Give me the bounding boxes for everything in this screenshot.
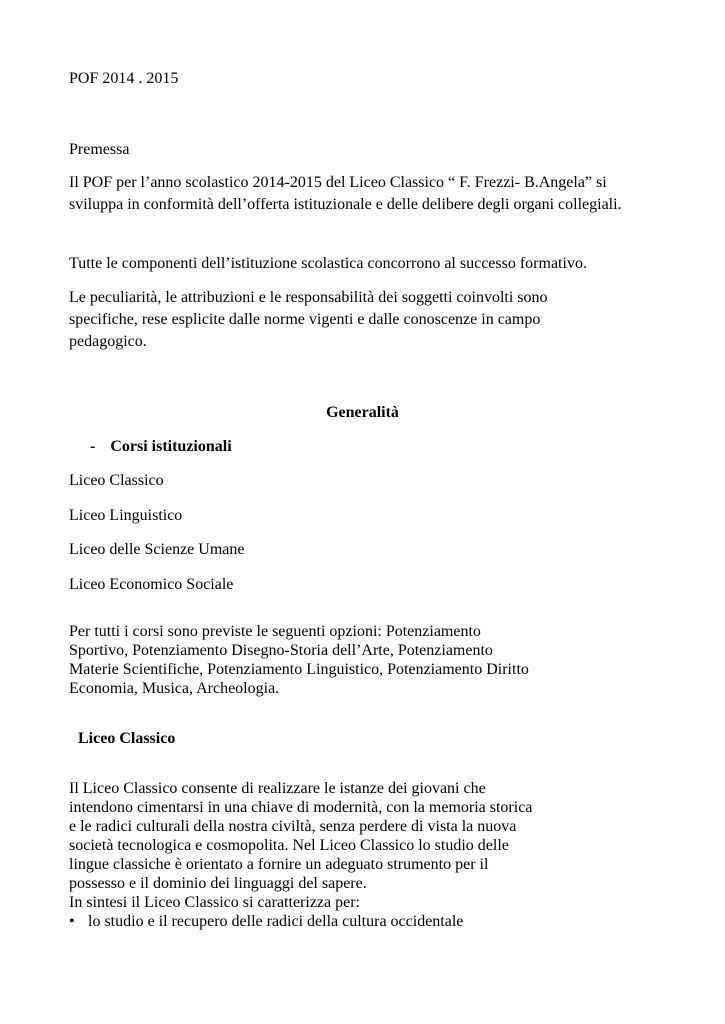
liceo-classico-line: intendono cimentarsi in una chiave di modernità, con la memoria storica [69, 799, 533, 816]
generalita-heading: Generalità [326, 404, 399, 421]
premessa-paragraph-3: Le peculiarità, le attribuzioni e le responsabilità dei soggetti coinvolti sono specifiche, rese esplicite dalle norme vigenti e dalle conoscenze in campo pedagogico. [69, 289, 548, 350]
premessa-heading: Premessa [69, 141, 130, 158]
document-title: POF 2014 . 2015 [69, 70, 179, 87]
course-liceo-economico-sociale: Liceo Economico Sociale [69, 576, 234, 593]
dash-marker: - [90, 438, 96, 455]
options-line: Sportivo, Potenziamento Disegno-Storia dell’Arte, Potenziamento [69, 642, 493, 659]
course-liceo-classico: Liceo Classico [69, 472, 164, 489]
liceo-classico-heading: Liceo Classico [78, 730, 176, 747]
options-line: Materie Scientifiche, Potenziamento Linguistico, Potenziamento Diritto [69, 661, 529, 678]
options-line: Per tutti i corsi sono previste le seguenti opzioni: Potenziamento [69, 623, 481, 640]
liceo-classico-line: e le radici culturali della nostra civiltà, senza perdere di vista la nuova [69, 818, 517, 835]
corsi-istituzionali-item [90, 437, 232, 457]
course-liceo-linguistico: Liceo Linguistico [69, 507, 183, 524]
liceo-classico-line: Il Liceo Classico consente di realizzare le istanze dei giovani che [69, 780, 486, 797]
bullet-list-item [69, 912, 463, 932]
premessa-paragraph-1: Il POF per l’anno scolastico 2014-2015 del Liceo Classico “ F. Frezzi- B.Angela” si sviluppa in conformità dell’offerta istituzionale e delle delibere degli organi collegiali. [69, 174, 622, 213]
options-line: Economia, Musica, Archeologia. [69, 680, 280, 697]
bullet-marker: • [69, 913, 75, 930]
liceo-classico-line: società tecnologica e cosmopolita. Nel Liceo Classico lo studio delle [69, 837, 509, 854]
premessa-paragraph-2: Tutte le componenti dell’istituzione scolastica concorrono al successo formativo. [69, 255, 587, 272]
liceo-classico-line: possesso e il dominio dei linguaggi del sapere. [69, 875, 367, 892]
bullet-text: lo studio e il recupero delle radici della cultura occidentale [88, 913, 464, 930]
liceo-classico-line: In sintesi il Liceo Classico si caratterizza per: [69, 894, 360, 911]
course-liceo-scienze-umane: Liceo delle Scienze Umane [69, 541, 245, 558]
corsi-istituzionali-heading: Corsi istituzionali [110, 438, 232, 455]
liceo-classico-line: lingue classiche è orientato a fornire un adeguato strumento per il [69, 856, 489, 873]
